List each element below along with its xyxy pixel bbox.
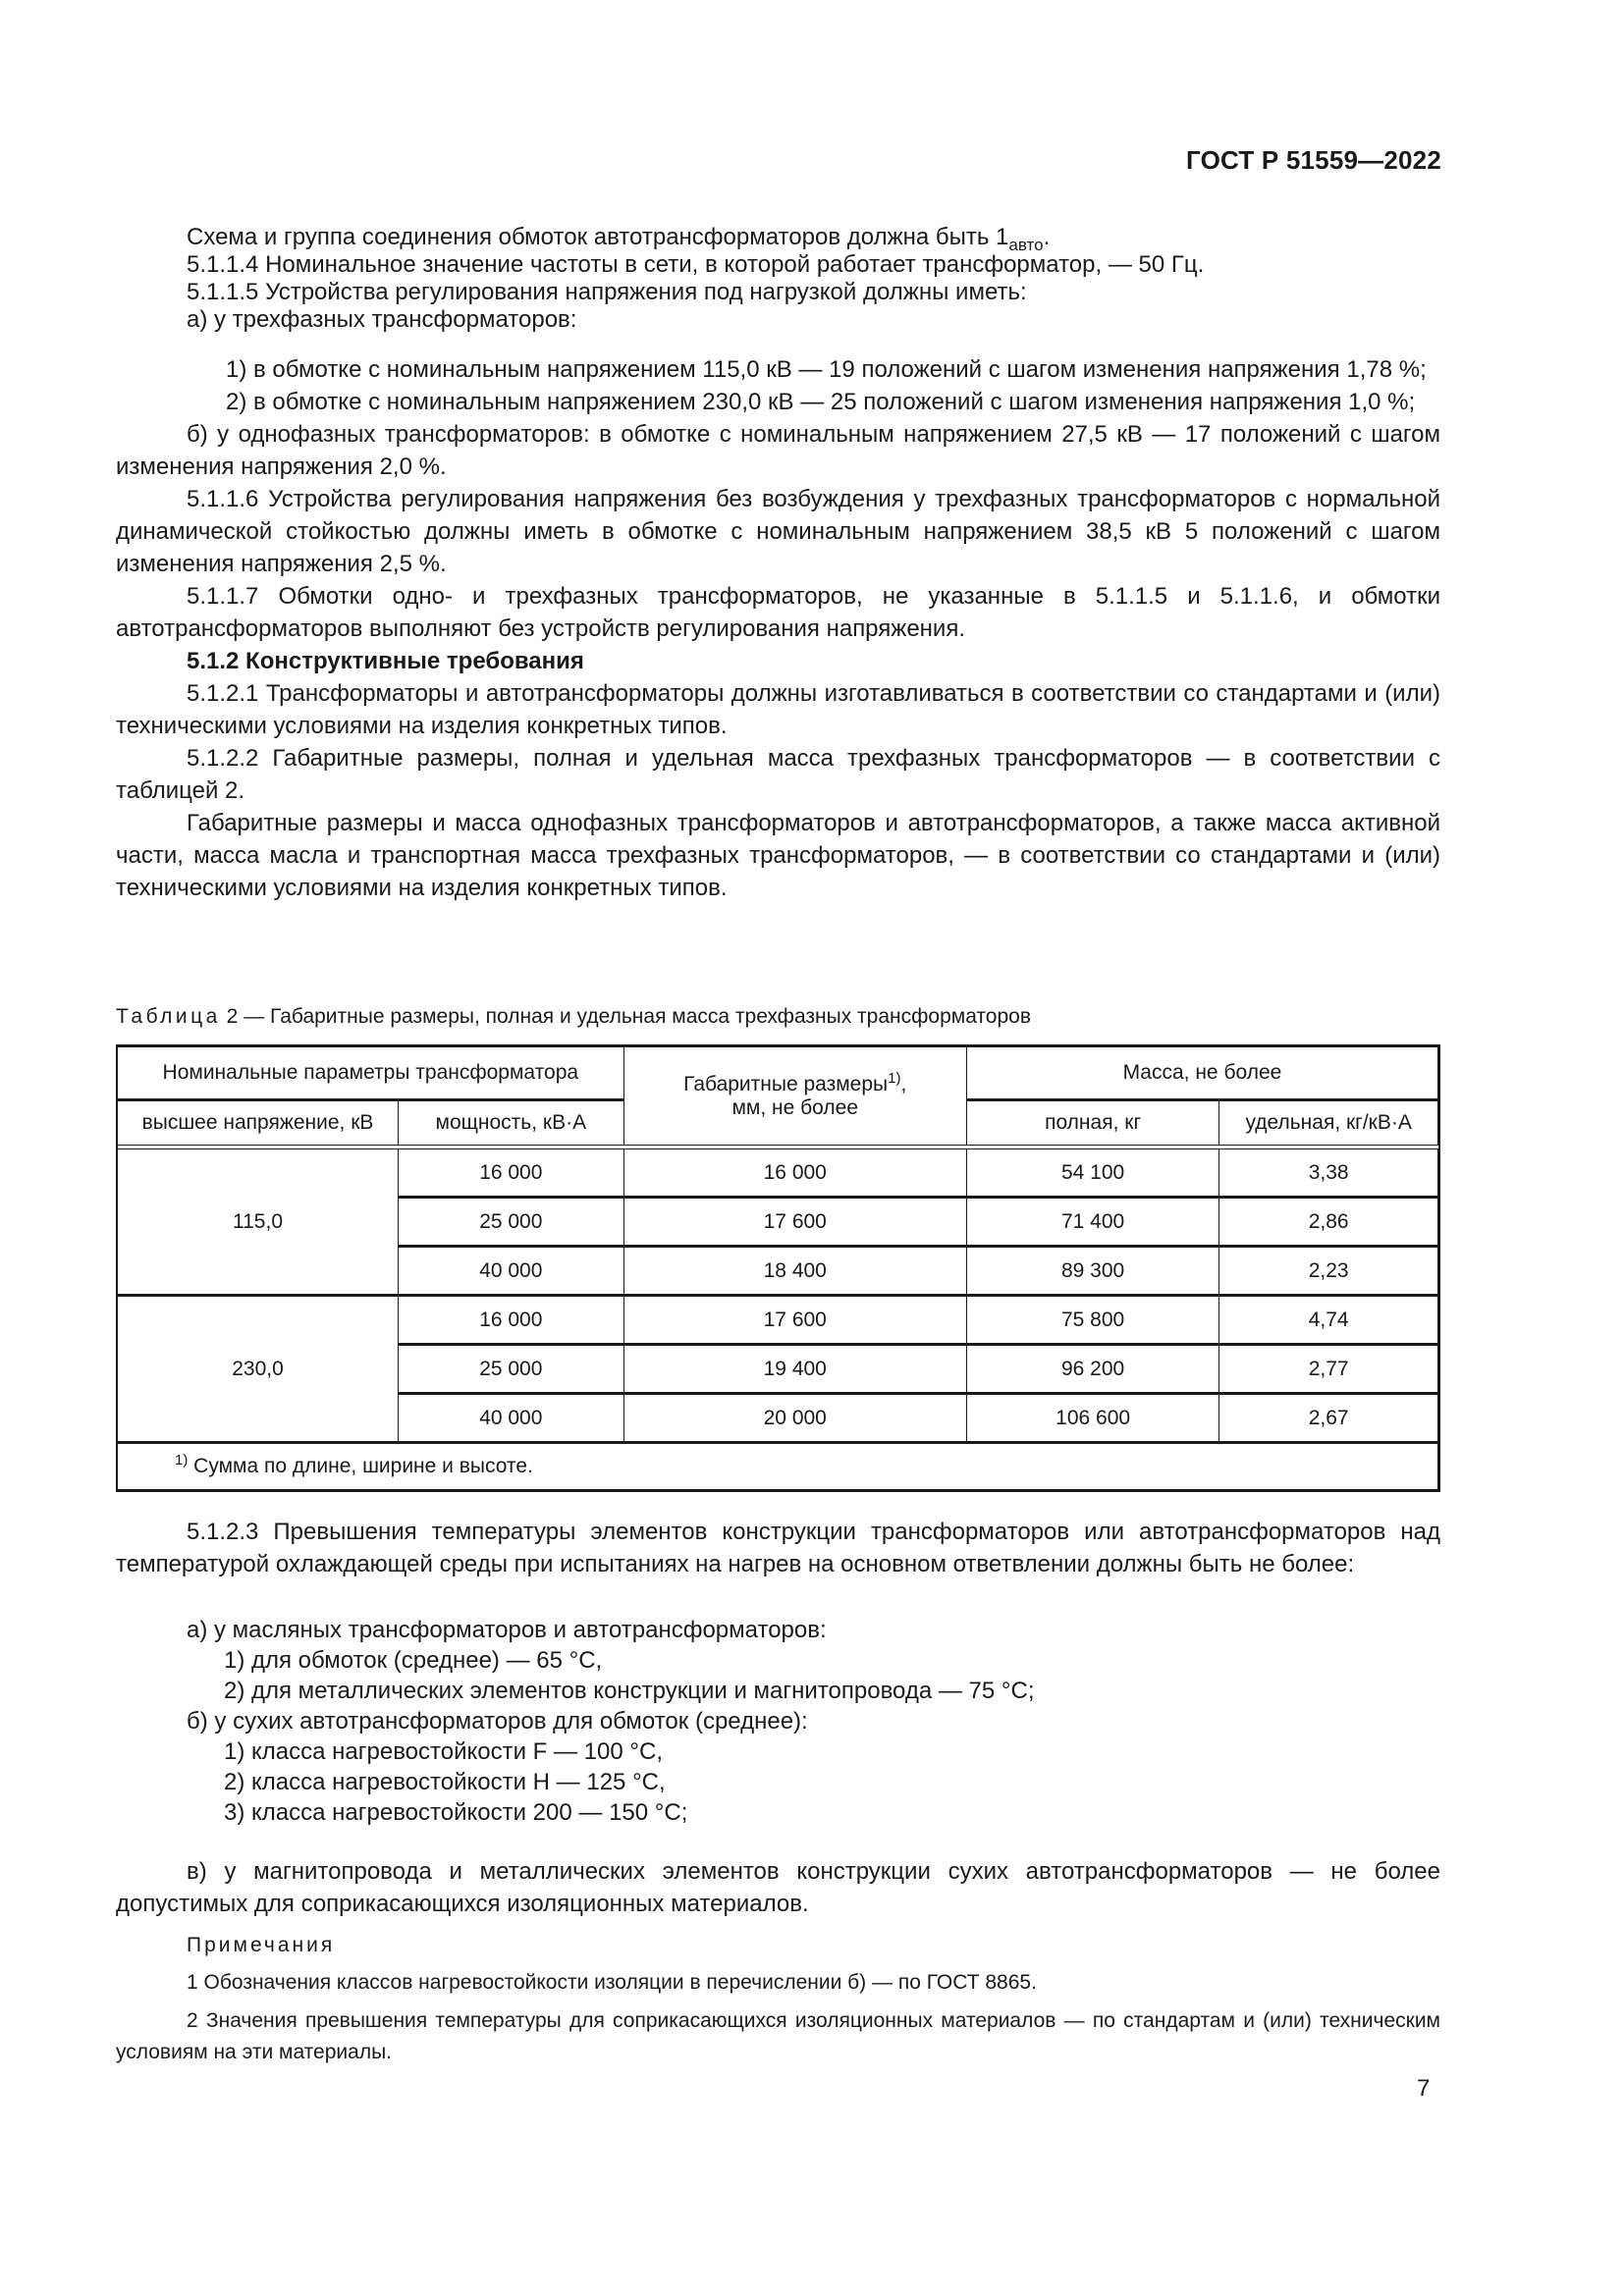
temperature-list: [116, 1615, 1440, 1828]
paragraph-5-1-1-5: 5.1.1.5 Устройства регулирования напряжения под нагрузкой должны иметь:: [187, 279, 1027, 305]
power-cell: 16 000: [399, 1296, 624, 1345]
section-heading-5-1-2: 5.1.2 Конструктивные требования: [187, 648, 584, 674]
paragraph-5-1-1-4: 5.1.1.4 Номинальное значение частоты в сети, в которой работает трансформатор, — 50 Гц.: [187, 251, 1205, 278]
dims-cell: 18 400: [623, 1247, 966, 1296]
paragraph-5-1-2-1: 5.1.2.1 Трансформаторы и автотрансформаторы должны изготавливаться в соответствии со стандартами и (или) техническими условиями на изделия конкретных типов.: [116, 680, 1440, 739]
list-item-a: а) у масляных трансформаторов и автотрансформаторов:: [187, 1617, 827, 1643]
specific-mass-cell: 2,23: [1219, 1247, 1439, 1296]
table-footnote: $^{1)}$ Сумма по длине, ширине и высоте.: [117, 1443, 1439, 1491]
dims-cell: 19 400: [623, 1345, 966, 1394]
header-nominal-params: Номинальные параметры трансформатора: [117, 1046, 623, 1100]
document-code: ГОСТ Р 51559—2022: [1186, 145, 1441, 175]
full-mass-cell: 54 100: [966, 1149, 1218, 1198]
table-caption: Таблица 2 — Габаритные размеры, полная и удельная масса трехфазных трансформаторов: [116, 1005, 1031, 1028]
notes-block: [116, 1929, 1440, 2068]
dims-cell: 17 600: [623, 1198, 966, 1247]
section-5-1-1-text-cont: [116, 353, 1440, 904]
list-item-a: а) у трехфазных трансформаторов:: [187, 306, 577, 333]
header-mass: Масса, не более: [966, 1046, 1438, 1100]
power-cell: 40 000: [399, 1247, 624, 1296]
power-cell: 40 000: [399, 1394, 624, 1443]
specific-mass-cell: 4,74: [1219, 1296, 1439, 1345]
note-2: 2 Значения превышения температуры для соприкасающихся изоляционных материалов — по стандартам и (или) техническим условиям на эти материалы.: [116, 2009, 1440, 2063]
full-mass-cell: 75 800: [966, 1296, 1218, 1345]
full-mass-cell: 89 300: [966, 1247, 1218, 1296]
header-dimensions: Габаритные размеры$^{1)}$, мм, не более: [623, 1046, 966, 1146]
list-item-b: б) у однофазных трансформаторов: в обмотке с номинальным напряжением 27,5 кВ — 17 положений с шагом изменения напряжения 2,0 %.: [116, 421, 1440, 480]
voltage-cell: 230,0: [117, 1296, 399, 1443]
dims-cell: 16 000: [623, 1149, 966, 1198]
table-row: [117, 1296, 1439, 1345]
specific-mass-cell: 2,67: [1219, 1394, 1439, 1443]
full-mass-cell: 106 600: [966, 1394, 1218, 1443]
table-2-dimensions-mass: [116, 1044, 1440, 1492]
full-mass-cell: 96 200: [966, 1345, 1218, 1394]
list-item-v-block: [116, 1855, 1440, 1920]
list-item-1: 1) для обмоток (среднее) — 65 °С,: [224, 1647, 603, 1674]
power-cell: 25 000: [399, 1198, 624, 1247]
paragraph-5-1-1-6: 5.1.1.6 Устройства регулирования напряжения без возбуждения у трехфазных трансформаторов с нормальной динамической стойкостью должны иметь в обмотке с номинальным напряжением 38,5 кВ 5 положений с шагом изменения напряжения 2,5 %.: [116, 486, 1440, 577]
list-item-b: б) у сухих автотрансформаторов для обмоток (среднее):: [187, 1708, 808, 1735]
power-cell: 16 000: [399, 1149, 624, 1198]
paragraph-5-1-1-7: 5.1.1.7 Обмотки одно- и трехфазных трансформаторов, не указанные в 5.1.1.5 и 5.1.1.6, и обмотки автотрансформаторов выполняют без устройств регулирования напряжения.: [116, 583, 1440, 642]
specific-mass-cell: 2,77: [1219, 1345, 1439, 1394]
list-item-1: 1) класса нагревостойкости F — 100 °С,: [224, 1738, 663, 1765]
page-number: 7: [1417, 2075, 1431, 2102]
notes-title: Примечания: [187, 1934, 336, 1956]
header-voltage: высшее напряжение, кВ: [117, 1100, 399, 1146]
list-item-2: 2) в обмотке с номинальным напряжением 230,0 кВ — 25 положений с шагом изменения напряжения 1,0 %;: [226, 389, 1416, 415]
power-cell: 25 000: [399, 1345, 624, 1394]
section-5-1-2-3-text: [116, 1516, 1440, 1580]
paragraph-dimensions-note: Габаритные размеры и масса однофазных трансформаторов и автотрансформаторов, а также масса активной части, масса масла и транспортная масса трехфазных трансформаторов, — в соответствии со стандартами и (или) техническими условиями на изделия конкретных типов.: [116, 810, 1440, 901]
header-full-mass: полная, кг: [966, 1100, 1218, 1146]
list-item-v: в) у магнитопровода и металлических элементов конструкции сухих автотрансформаторов — не более допустимых для соприкасающихся изоляционных материалов.: [116, 1858, 1440, 1917]
list-item-1: 1) в обмотке с номинальным напряжением 115,0 кВ — 19 положений с шагом изменения напряжения 1,78 %;: [226, 356, 1427, 383]
note-1: 1 Обозначения классов нагревостойкости изоляции в перечислении б) — по ГОСТ 8865.: [187, 1971, 1037, 1994]
header-power: мощность, кВ·А: [399, 1100, 624, 1146]
voltage-cell: 115,0: [117, 1149, 399, 1296]
paragraph-5-1-2-3: 5.1.2.3 Превышения температуры элементов конструкции трансформаторов или автотрансформаторов над температурой охлаждающей среды при испытаниях на нагрев на основном ответвлении должны быть не более:: [116, 1519, 1440, 1577]
section-5-1-1-text: [116, 224, 1440, 334]
dims-cell: 17 600: [623, 1296, 966, 1345]
list-item-2: 2) класса нагревостойкости Н — 125 °С,: [224, 1769, 666, 1795]
table-row: [117, 1149, 1439, 1198]
header-specific-mass: удельная, кг/кВ·А: [1219, 1100, 1439, 1146]
list-item-2: 2) для металлических элементов конструкции и магнитопровода — 75 °С;: [224, 1678, 1035, 1704]
dims-cell: 20 000: [623, 1394, 966, 1443]
paragraph-5-1-2-2: 5.1.2.2 Габаритные размеры, полная и удельная масса трехфазных трансформаторов — в соответствии с таблицей 2.: [116, 745, 1440, 804]
list-item-3: 3) класса нагревостойкости 200 — 150 °С;: [224, 1799, 688, 1826]
specific-mass-cell: 3,38: [1219, 1149, 1439, 1198]
specific-mass-cell: 2,86: [1219, 1198, 1439, 1247]
full-mass-cell: 71 400: [966, 1198, 1218, 1247]
paragraph: Схема и группа соединения обмоток автотрансформаторов должна быть $1_{авто}$.: [187, 224, 1051, 254]
